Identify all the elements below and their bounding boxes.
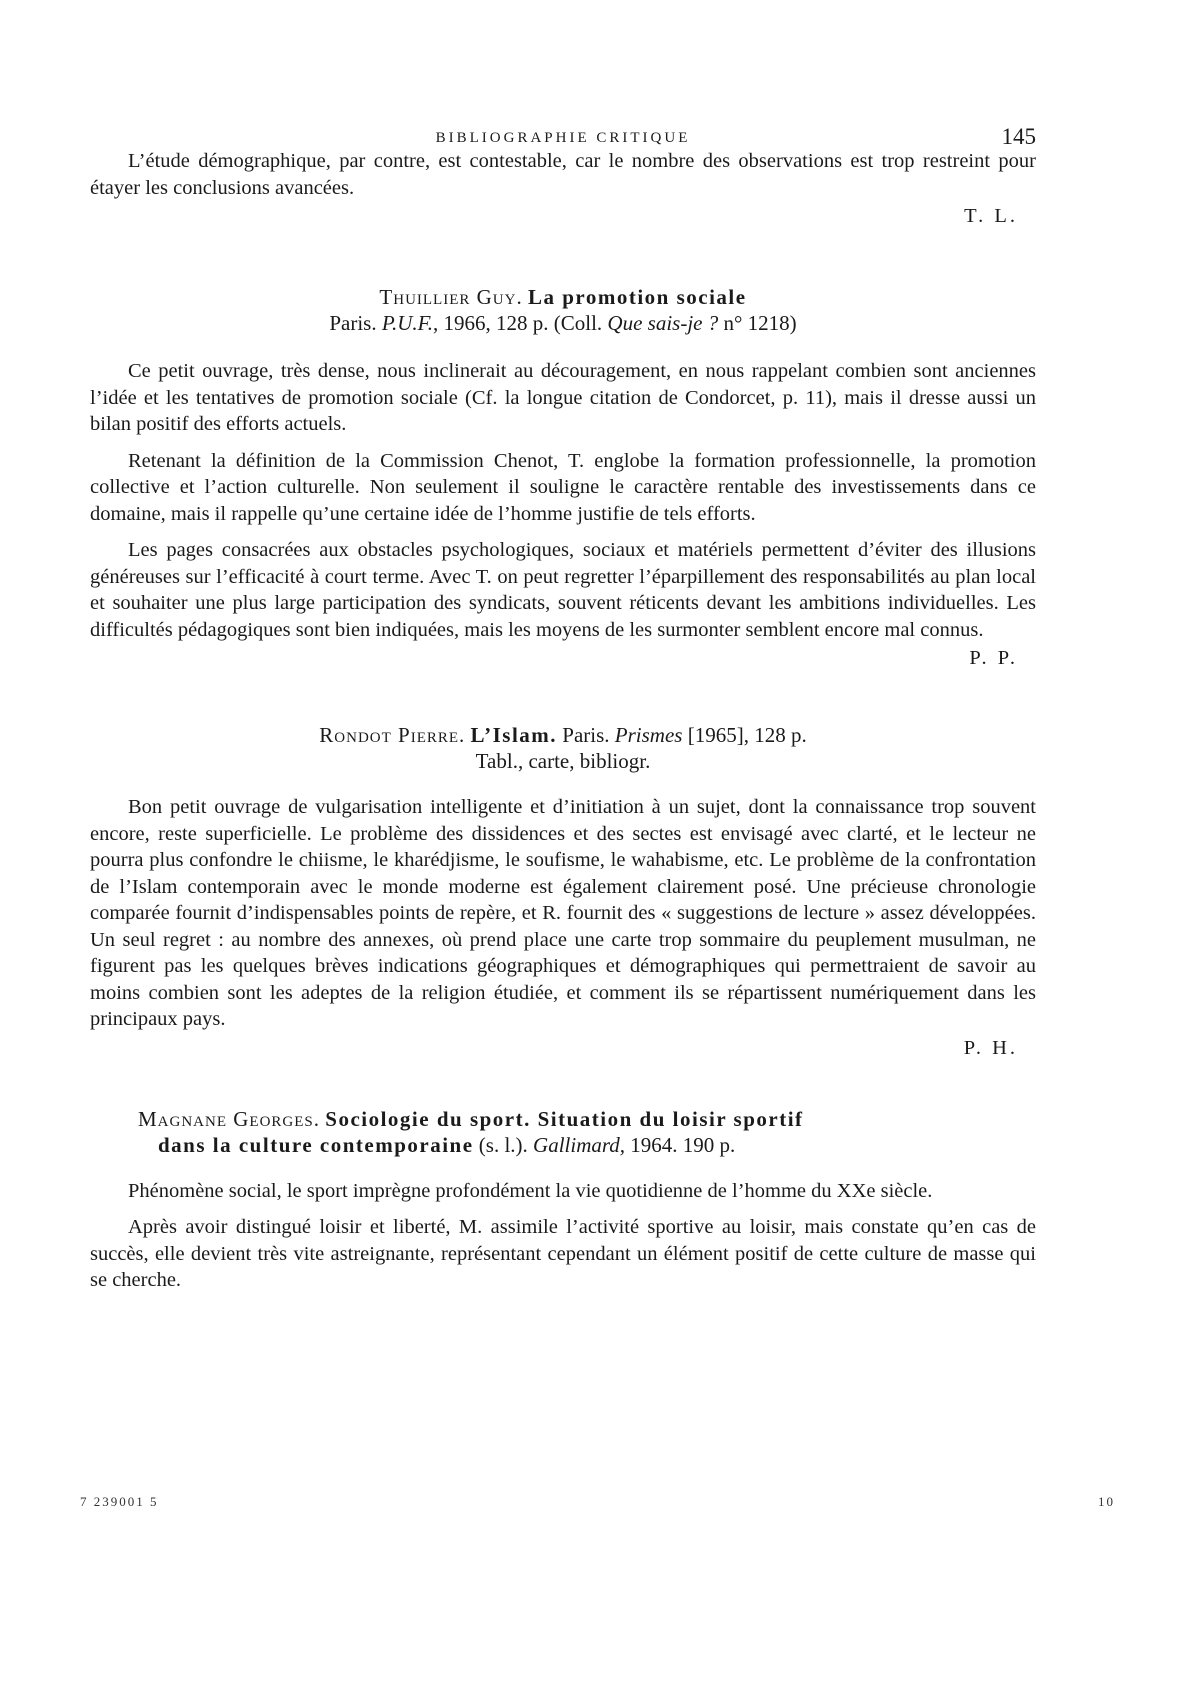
- review-2-body: [90, 794, 1036, 1033]
- footer-signature-mark: 10: [1098, 1494, 1115, 1509]
- review-1-header: [90, 284, 1036, 336]
- intro-paragraph: L’étude démographique, par contre, est contestable, car le nombre des observations est trop restreint pour étayer les conclusions avancées.: [90, 150, 1036, 199]
- review-1-pub-prefix: Paris.: [329, 311, 377, 335]
- review-3-author: Magnane Georges.: [138, 1106, 321, 1131]
- review-2-pub-details: [1965], 128 p.: [687, 723, 807, 747]
- page-number: 145: [1001, 124, 1036, 149]
- intro-signature: T. L.: [964, 205, 1018, 227]
- review-3-body: [90, 1178, 1036, 1294]
- review-1-series: Que sais-je ?: [607, 311, 719, 335]
- footer-print-code: 7 239001 5: [80, 1494, 159, 1509]
- review-1-pub-details: , 1966, 128 p. (Coll.: [433, 311, 603, 335]
- review-2-pub-prefix: Paris.: [562, 723, 610, 747]
- review-3-paragraph-1: Phénomène social, le sport imprègne profondément la vie quotidienne de l’homme du XXe siècle.: [128, 1179, 933, 1202]
- review-1-title: La promotion sociale: [527, 285, 747, 309]
- running-title: BIBLIOGRAPHIE CRITIQUE: [435, 130, 691, 146]
- review-2-header: [90, 722, 1036, 774]
- review-3-pub-details: 1964. 190 p.: [630, 1132, 736, 1157]
- running-head: [90, 112, 1036, 148]
- review-2-author: Rondot Pierre.: [319, 723, 466, 747]
- review-1-signature: P. P.: [969, 647, 1018, 669]
- review-3-title-line1: Sociologie du sport. Situation du loisir sportif: [325, 1106, 804, 1131]
- review-2-signature: P. H.: [963, 1036, 1018, 1059]
- page-footer: [0, 1494, 1190, 1514]
- review-1-body: [90, 358, 1036, 643]
- review-2-title: L’Islam.: [470, 723, 558, 747]
- review-1-paragraph-2: Retenant la définition de la Commission Chenot, T. englobe la formation professionnelle, la promotion collective et l’action culturelle. Non seulement il souligne le caractère rentable des investissements dans ce domaine, mais il rappelle qu’une certaine idée de l’homme justifie de tels efforts.: [90, 449, 1036, 525]
- review-1-author: Thuillier Guy.: [379, 285, 523, 309]
- review-3-pub-prefix: (s. l.).: [478, 1132, 528, 1157]
- review-2-paragraph-1: Bon petit ouvrage de vulgarisation intelligente et d’initiation à un sujet, dont la connaissance trop souvent encore, reste superficielle. Le problème des dissidences et des sectes est envisagé avec clarté, et le lecteur ne pourra plus confondre le chiisme, le kharédjisme, le soufisme, le wahabisme, etc. Le problème de la confrontation de l’Islam contemporain avec le monde moderne est également clairement posé. Une précieuse chronologie comparée fournit d’indispensables points de repère, et R. fournit des « suggestions de lecture » assez développées. Un seul regret : au nombre des annexes, où prend place une carte trop sommaire du peuplement musulman, ne figurent pas les quelques brèves indications géographiques et démographiques qui permettraient de savoir au moins combien sont les adeptes de la religion étudiée, et comment ils se répartissent numériquement dans les principaux pays.: [90, 796, 1036, 1030]
- review-3-header: [90, 1106, 1036, 1158]
- review-2-pub-line2: Tabl., carte, bibliogr.: [475, 749, 651, 773]
- review-1-series-number: n° 1218): [723, 311, 797, 335]
- review-3-paragraph-2: Après avoir distingué loisir et liberté, M. assimile l’activité sportive au loisir, mais constate qu’en cas de succès, elle devient très vite astreignante, représentant cependant un élément positif de cette culture de masse qui se cherche.: [90, 1216, 1036, 1291]
- page: [90, 112, 1036, 1294]
- review-3-title-line2: dans la culture contemporaine: [158, 1132, 474, 1157]
- review-2-publisher: Prismes: [614, 723, 683, 747]
- review-3-publisher: Gallimard,: [533, 1132, 626, 1157]
- review-1-paragraph-1: Ce petit ouvrage, très dense, nous inclinerait au découragement, en nous rappelant combien sont anciennes l’idée et les tentatives de promotion sociale (Cf. la longue citation de Condorcet, p. 11), mais il dresse aussi un bilan positif des efforts actuels.: [90, 360, 1036, 435]
- review-1-paragraph-3: Les pages consacrées aux obstacles psychologiques, sociaux et matériels permettent d’éviter des illusions généreuses sur l’efficacité à court terme. Avec T. on peut regretter l’éparpillement des responsabilités au plan local et souhaiter une plus large participation des syndicats, souvent réticents devant les ambitions individuelles. Les difficultés pédagogiques sont bien indiquées, mais les moyens de les surmonter semblent encore mal connus.: [90, 539, 1036, 641]
- review-1-publisher: P.U.F.: [381, 311, 433, 335]
